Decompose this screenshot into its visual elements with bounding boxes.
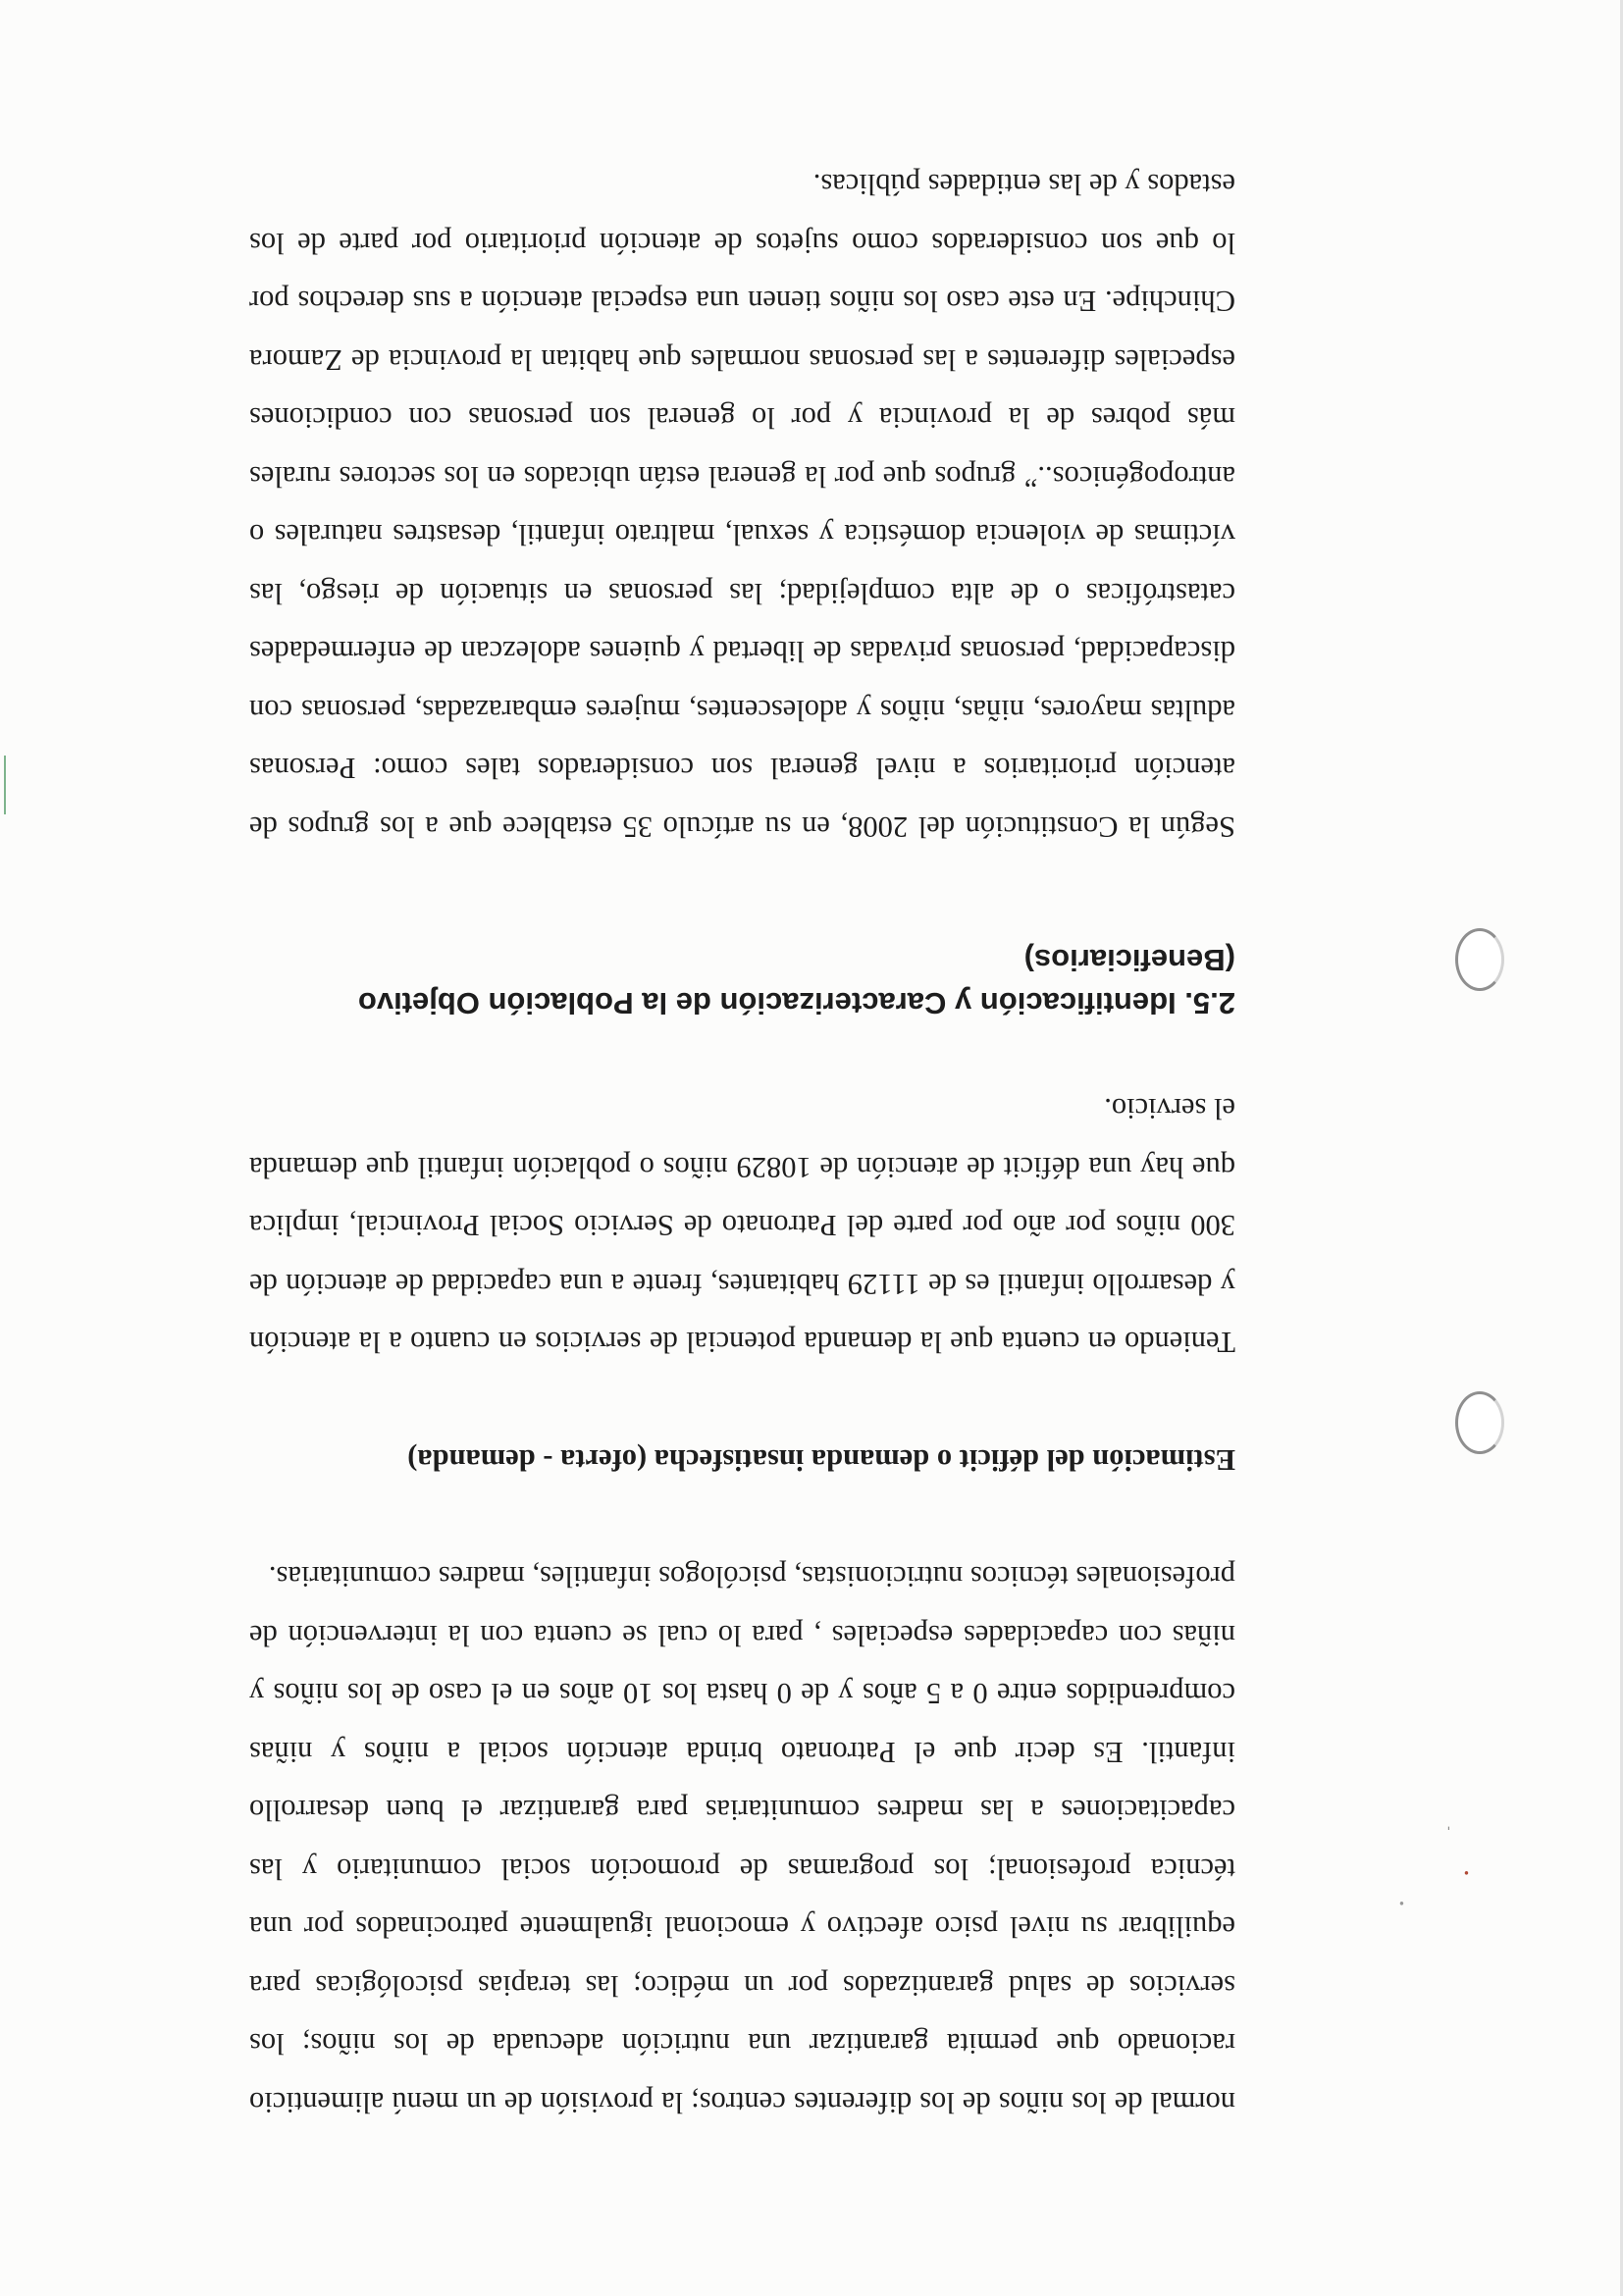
paragraph-demanda: Teniendo en cuenta que la demanda potencial de servicios en cuanto a la atención y desarrollo infantil es de 11129 habitantes, frente a una capacidad de atención de 300 niños por año por parte del Patronato de Servicio Social Provincial, implica que hay una déficit de atención de 10829 niños o población infantil que demanda el servicio. (249, 1092, 1235, 1360)
heading-estimacion-deficit: Estimación del déficit o demanda insatisfecha (oferta - demanda) (407, 1443, 1235, 1477)
scan-speck: ' (1446, 1818, 1450, 1832)
paragraph-services: normal de los niños de los diferentes centros; la provisión de un menú alimenticio racionado que permita garantizar una nutrición adecuada de los niños; los servicios de salud garantizados por un médico; las terapias psicológicas para equilibrar su nivel psico afectivo y emocional igualmente patrocinados por una técnica profesional; los programas de promoción social comunitario y las capacitaciones a las madres comunitarias para garantizar el buen desarrollo infantil. Es decir que el Patronato brinda atención social a niños y niñas comprendidos entre 0 a 5 años y de 0 hasta los 10 años en el caso de los niños y niñas con capacidades especiales , para lo cual se cuenta con la intervención de profesionales técnicos nutricionistas, psicólogos infantiles, madres comunitarias. (249, 1560, 1235, 2119)
page-text (249, 155, 1235, 2131)
heading-poblacion-objetivo: 2.5. Identificación y Caracterización de la Población Objetivo (Beneficiarios) (357, 943, 1235, 1020)
scan-speck: • (1462, 1865, 1470, 1879)
punch-hole (1455, 1391, 1504, 1454)
scan-speck: • (1397, 1896, 1405, 1909)
punch-hole (1455, 928, 1504, 991)
paragraph-constitucion: Según la Constitución del 2008, en su artículo 35 establece que a los grupos de atención prioritarios a nivel general son considerados tales como: Personas adultas mayores, niñas, niños y adolescentes, mujeres embarazadas, personas con discapacidad, personas privadas de libertad y quienes adolezcan de enfermedades catastróficas o de alta complejidad; las personas en situación de riesgo, las víctimas de violencia doméstica y sexual, maltrato infantil, desastres naturales o antropogénicos..” grupos que por la general están ubicados en los sectores rurales más pobres de la provincia y por lo general son personas con condiciones especiales diferentes a las personas normales que habitan la provincia de Zamora Chinchipe. En este caso los niños tienen una especial atención a sus derechos por lo que son considerados como sujetos de atención prioritario por parte de los estados y de las entidades públicas. (249, 168, 1235, 844)
